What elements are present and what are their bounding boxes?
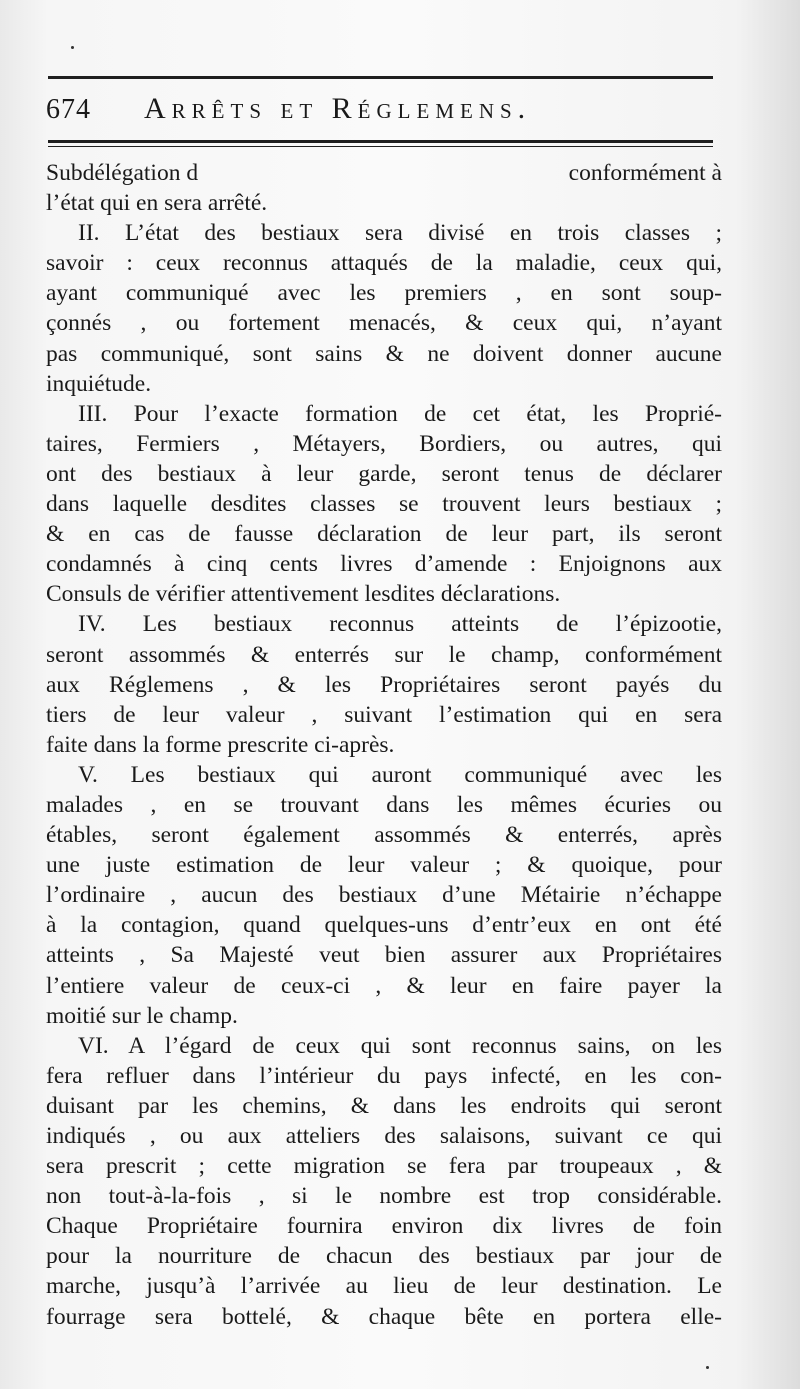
- text-line: fera refluer dans l’intérieur du pays infecté, en les con-: [46, 1062, 722, 1089]
- text-line: [46, 158, 722, 188]
- paragraph-start-line: IV. Les bestiaux reconnus atteints de l’épizootie,: [78, 611, 722, 638]
- text-line: & en cas de fausse déclaration de leur part, ils seront: [46, 521, 722, 548]
- text-line: tiers de leur valeur , suivant l’estimation qui en sera: [46, 701, 722, 728]
- text-line: ont des bestiaux à leur garde, seront tenus de déclarer: [46, 460, 722, 487]
- text-line: Chaque Propriétaire fournira environ dix livres de foin: [46, 1213, 722, 1240]
- text-line: moitié sur le champ.: [46, 1002, 238, 1029]
- header-bottom-rule: [48, 140, 713, 143]
- text-line: seront assommés & enterrés sur le champ, conformément: [46, 641, 722, 668]
- text-line: malades , en se trouvant dans les mêmes écuries ou: [46, 791, 722, 818]
- page-header: [46, 92, 716, 134]
- text-line: faite dans la forme prescrite ci-après.: [46, 731, 395, 758]
- paragraph-start-line: V. Les bestiaux qui auront communiqué avec les: [78, 761, 722, 788]
- text-line: fourrage sera bottelé, & chaque bête en portera elle-: [46, 1303, 722, 1330]
- text-line: duisant par les chemins, & dans les endroits qui seront: [46, 1092, 722, 1119]
- text-line: Consuls de vérifier attentivement lesdites déclarations.: [46, 581, 561, 608]
- text-line: non tout-à-la-fois , si le nombre est trop considérable.: [46, 1183, 722, 1210]
- paragraph-start-line: II. L’état des bestiaux sera divisé en trois classes ;: [78, 220, 722, 247]
- paper-speck: [706, 1366, 709, 1369]
- paragraph-start-line: VI. A l’égard de ceux qui sont reconnus sains, on les: [78, 1032, 722, 1059]
- running-title: Arrêts et Réglemens.: [144, 92, 532, 125]
- paragraph-start-line: III. Pour l’exacte formation de cet état, les Proprié-: [78, 400, 722, 427]
- text-line: l’état qui en sera arrêté.: [46, 190, 268, 217]
- text-line: pas communiqué, sont sains & ne doivent donner aucune: [46, 340, 722, 367]
- text-line: sera prescrit ; cette migration se fera par troupeaux , &: [46, 1153, 722, 1180]
- text-line: ayant communiqué avec les premiers , en sont soup-: [46, 280, 722, 307]
- text-line: étables, seront également assommés & enterrés, après: [46, 822, 722, 849]
- text-line: condamnés à cinq cents livres d’amende : Enjoignons aux: [46, 551, 722, 578]
- text-line: çonnés , ou fortement menacés, & ceux qui, n’ayant: [46, 310, 722, 337]
- body-text: [46, 158, 722, 1332]
- text-line: dans laquelle desdites classes se trouvent leurs bestiaux ;: [46, 491, 722, 518]
- text-line: marche, jusqu’à l’arrivée au lieu de leur destination. Le: [46, 1273, 722, 1300]
- text-line: l’ordinaire , aucun des bestiaux d’une Métairie n’échappe: [46, 882, 722, 909]
- text-line: à la contagion, quand quelques-uns d’entr’eux en ont été: [46, 912, 722, 939]
- page-number: 674: [46, 94, 91, 125]
- header-top-rule: [48, 76, 713, 79]
- text-line: savoir : ceux reconnus attaqués de la maladie, ceux qui,: [46, 250, 722, 277]
- text-line: atteints , Sa Majesté veut bien assurer aux Propriétaires: [46, 942, 722, 969]
- first-line-left: Subdélégation d: [46, 160, 199, 186]
- paper-speck: [71, 46, 74, 49]
- text-line: pour la nourriture de chacun des bestiaux par jour de: [46, 1243, 722, 1270]
- first-line-right: conformément à: [568, 160, 722, 186]
- text-line: inquiétude.: [46, 370, 152, 397]
- text-line: indiqués , ou aux atteliers des salaisons, suivant ce qui: [46, 1123, 722, 1149]
- text-line: aux Réglemens , & les Propriétaires seront payés du: [46, 671, 722, 698]
- text-line: une juste estimation de leur valeur ; & quoique, pour: [46, 852, 722, 879]
- text-line: taires, Fermiers , Métayers, Bordiers, ou autres, qui: [46, 430, 722, 457]
- text-line: l’entiere valeur de ceux-ci , & leur en faire payer la: [46, 972, 722, 999]
